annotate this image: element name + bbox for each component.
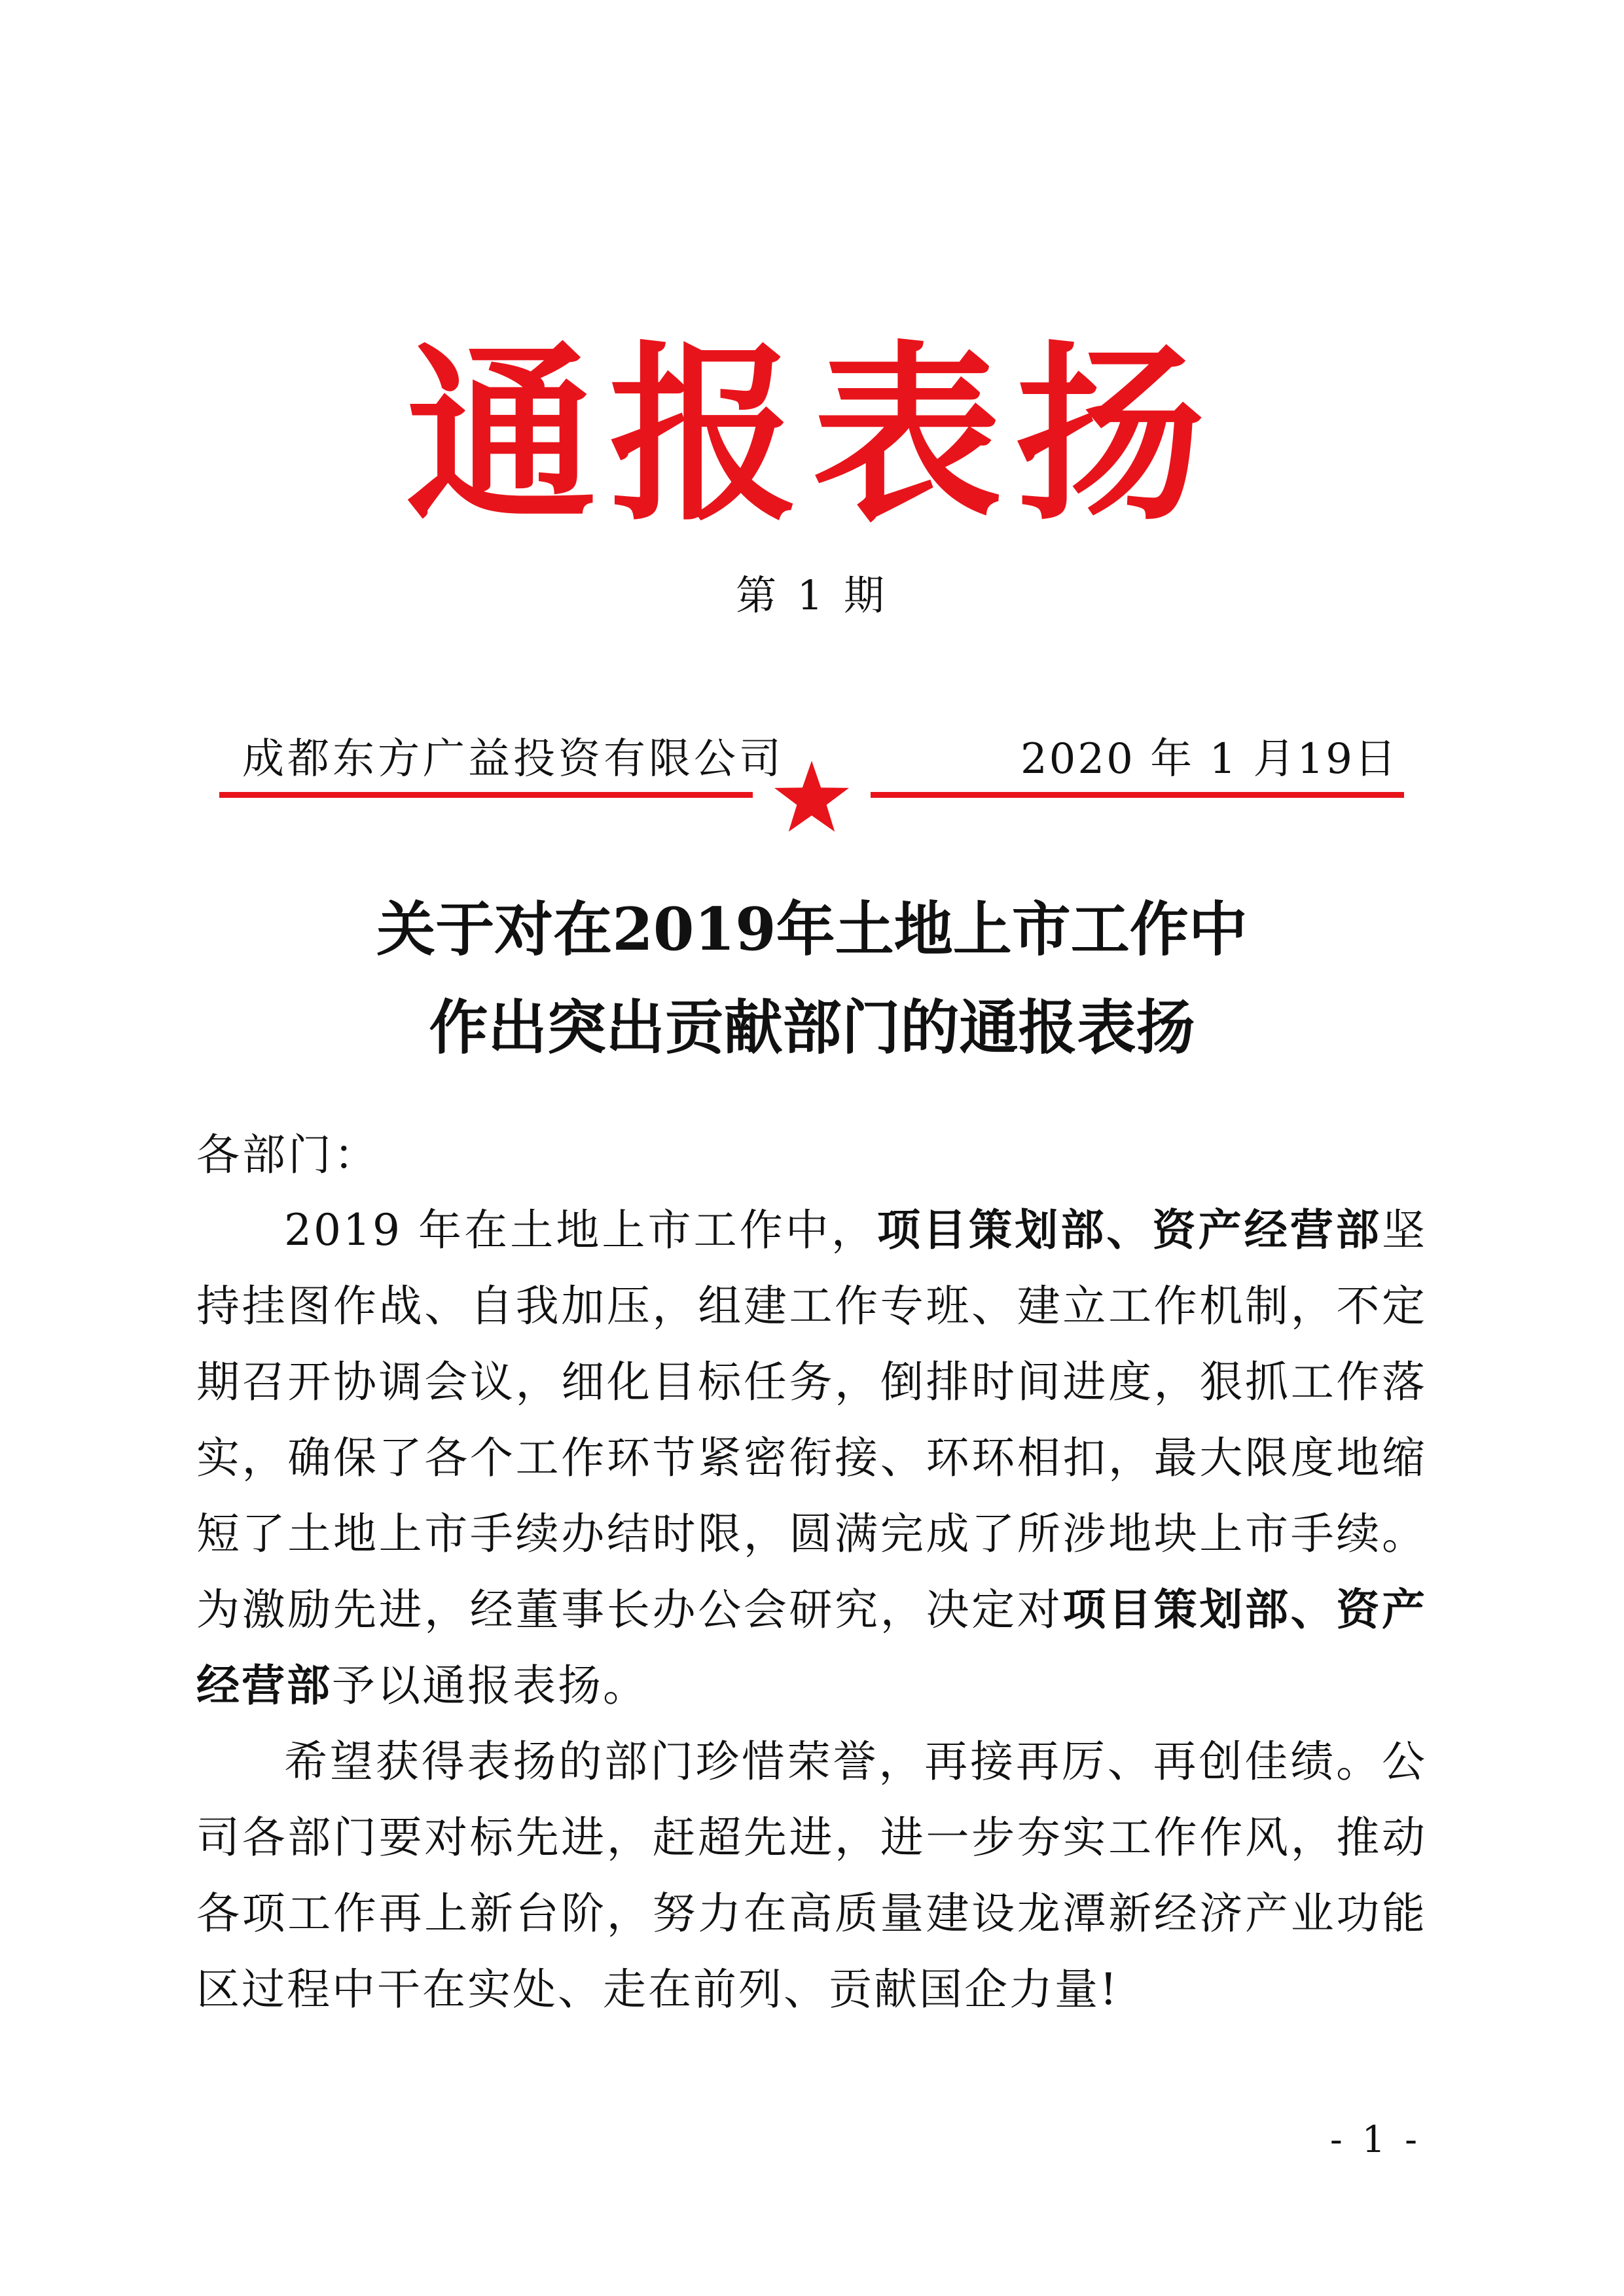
red-divider-left: [219, 792, 753, 798]
body-paragraph-2: 希望获得表扬的部门珍惜荣誉，再接再厉、再创佳绩。公司各部门要对标先进，赶超先进，进一步夯实工作作风，推动各项工作再上新台阶，努力在高质量建设龙潭新经济产业功能区过程中干在实处、走在前列、贡献国企力量!: [196, 1736, 1427, 2015]
page-number: - 1 -: [1329, 2119, 1421, 2161]
issue-number: 第 1 期: [736, 571, 888, 619]
banner-title: 通报表扬: [406, 324, 1218, 547]
issuer-name: 成都东方广益投资有限公司: [242, 735, 784, 783]
body-paragraph-1: [196, 1193, 1427, 1724]
issue-date: 2020 年 1 月19日: [1020, 735, 1398, 783]
red-star-icon: [772, 759, 851, 834]
red-divider-right: [871, 792, 1404, 798]
document-title-line-2: 作出突出贡献部门的通报表扬: [429, 993, 1195, 1062]
p1-text-2: 坚持挂图作战、自我加压，组建工作专班、建立工作机制，不定期召开协调会议，细化目标任务，倒排时间进度，狠抓工作落实，确保了各个工作环节紧密衔接、环环相扣，最大限度地缩短了土地上市手续办结时限，圆满完成了所涉地块上市手续。为激励先进，经董事长办公会研究，决定对: [196, 1205, 1427, 1635]
salutation: 各部门：: [196, 1130, 380, 1180]
p1-text-1: 2019 年在土地上市工作中，: [284, 1205, 877, 1255]
p1-bold-departments-2: 项目策划部、资产经营部: [196, 1585, 1428, 1711]
document-title-line-1: 关于对在2019年土地上市工作中: [376, 895, 1248, 964]
p1-text-3: 予以通报表扬。: [332, 1660, 648, 1711]
p1-bold-departments-1: 项目策划部、资产经营部: [876, 1205, 1382, 1255]
